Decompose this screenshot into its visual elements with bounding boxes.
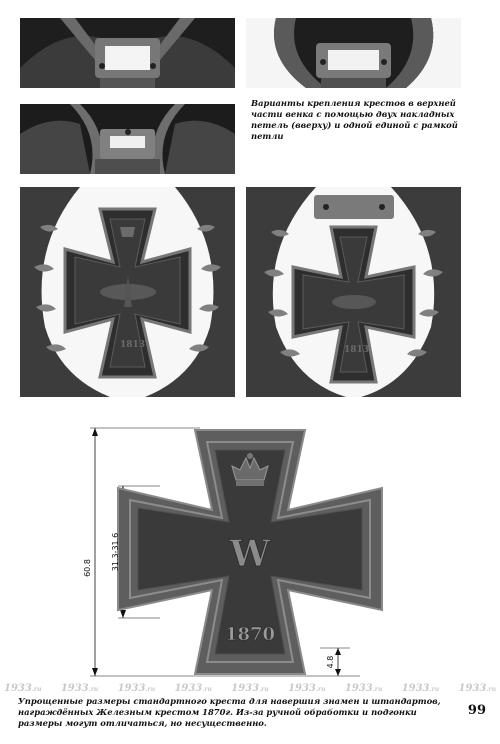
watermark: 1933.ru — [288, 683, 326, 694]
svg-text:1813: 1813 — [120, 340, 146, 350]
watermark: 1933.ru — [458, 683, 496, 694]
cross-year: 1870 — [224, 624, 276, 645]
page-number: 99 — [467, 703, 486, 718]
watermark: 1933.ru — [174, 683, 212, 694]
watermark: 1933.ru — [344, 683, 383, 694]
photo-loop-detail-1 — [20, 18, 235, 88]
photo-loop-detail-3 — [20, 104, 235, 174]
svg-text:1813: 1813 — [344, 345, 370, 355]
watermark: 1933.ru — [60, 683, 99, 694]
caption-top: Варианты крепления крестов в верхней части венка с помощью двух накладных петель (вверху) и одной единой с рамкой петли — [251, 98, 458, 141]
photo-cross-wreath-right — [246, 187, 461, 397]
dim-total-height: 60.8 — [83, 559, 92, 577]
watermark: 1933.ru — [401, 683, 440, 694]
dim-arm-width: 31.3-31.6 — [111, 532, 120, 572]
watermark: 1933.ru — [4, 683, 42, 694]
dimensioned-cross-figure — [60, 418, 480, 688]
watermark: 1933.ru — [117, 683, 156, 694]
caption-bottom: Упрощенные размеры стандартного креста для навершия знамен и штандартов, награждённых Железным крестом 1870г. Из-за ручной обработки и подгонки размеры могут отличаться, но несущественно. — [18, 696, 441, 728]
photo-cross-wreath-left — [20, 187, 235, 397]
cross-letter: W — [229, 533, 271, 575]
photo-loop-detail-2 — [246, 18, 461, 88]
watermark-row — [4, 683, 496, 695]
dim-border: 4.8 — [326, 655, 335, 669]
watermark: 1933.ru — [231, 683, 269, 694]
